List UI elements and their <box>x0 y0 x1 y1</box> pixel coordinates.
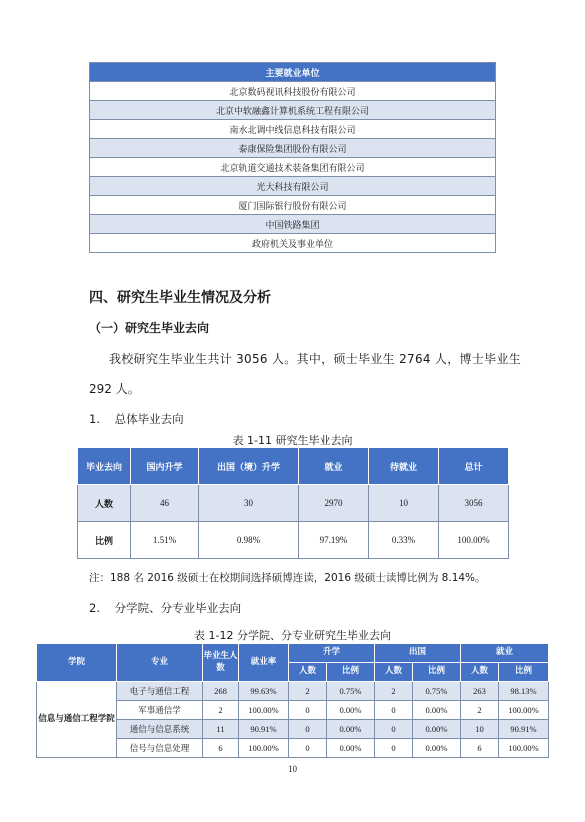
table-cell: 0.33% <box>369 522 439 559</box>
table-cell: 2 <box>289 682 327 701</box>
table-cell: 0.00% <box>413 701 461 720</box>
table-header-cell: 国内升学 <box>131 448 199 485</box>
table-cell: 10 <box>369 485 439 522</box>
subsection-heading: （一）研究生毕业去向 <box>89 321 210 335</box>
header-further-study: 升学 <box>289 644 375 663</box>
paragraph-line: 我校研究生毕业生共计 3056 人。其中，硕士毕业生 2764 人，博士毕业生 <box>109 352 522 366</box>
table-cell: 90.91% <box>499 720 549 739</box>
table-cell: 0.00% <box>327 701 375 720</box>
table-cell: 90.91% <box>239 720 289 739</box>
table-header-cell: 待就业 <box>369 448 439 485</box>
table-cell: 11 <box>203 720 239 739</box>
page-number: 10 <box>288 764 297 774</box>
header-college: 学院 <box>37 644 117 682</box>
header-ratio: 比例 <box>327 663 375 682</box>
header-count: 人数 <box>375 663 413 682</box>
table-cell: 100.00% <box>499 739 549 758</box>
table-cell: 0.00% <box>327 720 375 739</box>
major-cell: 电子与通信工程 <box>117 682 203 701</box>
table-header-cell: 出国（境）升学 <box>199 448 299 485</box>
table-cell: 98.13% <box>499 682 549 701</box>
table-cell: 0 <box>289 720 327 739</box>
table-cell: 0 <box>375 701 413 720</box>
major-cell: 军事通信学 <box>117 701 203 720</box>
section-heading: 四、研究生毕业生情况及分析 <box>89 290 271 306</box>
table-cell: 0.00% <box>327 739 375 758</box>
table-cell: 30 <box>199 485 299 522</box>
table-cell: 0 <box>375 720 413 739</box>
table-cell: 100.00% <box>239 701 289 720</box>
table-cell: 0 <box>289 739 327 758</box>
employer-row: 政府机关及事业单位 <box>90 234 496 253</box>
table-cell: 2970 <box>299 485 369 522</box>
table-header-cell: 总计 <box>439 448 509 485</box>
table-cell: 0.00% <box>413 739 461 758</box>
table-cell: 0 <box>289 701 327 720</box>
table-cell: 99.63% <box>239 682 289 701</box>
paragraph-line: 292 人。 <box>89 382 140 396</box>
table-header-cell: 就业 <box>299 448 369 485</box>
major-destination-table <box>36 643 549 758</box>
header-ratio: 比例 <box>499 663 549 682</box>
header-employment-rate: 就业率 <box>239 644 289 682</box>
table-cell: 6 <box>461 739 499 758</box>
table-cell: 2 <box>461 701 499 720</box>
employer-row: 泰康保险集团股份有限公司 <box>90 139 496 158</box>
item-heading: 2. 分学院、分专业毕业去向 <box>89 601 242 615</box>
college-cell: 信息与通信工程学院 <box>37 682 117 758</box>
employer-table-header: 主要就业单位 <box>90 63 496 82</box>
table-cell: 100.00% <box>499 701 549 720</box>
table-note: 注：188 名 2016 级硕士在校期间选择硕博连读，2016 级硕士读博比例为 8.14%。 <box>89 572 486 584</box>
table-cell: 46 <box>131 485 199 522</box>
employer-table <box>89 62 496 253</box>
table-cell: 0.75% <box>327 682 375 701</box>
header-count: 人数 <box>289 663 327 682</box>
header-ratio: 比例 <box>413 663 461 682</box>
employer-row: 光大科技有限公司 <box>90 177 496 196</box>
table-cell: 0.75% <box>413 682 461 701</box>
table-cell: 0.00% <box>413 720 461 739</box>
table-row <box>78 485 509 522</box>
employer-row: 中国铁路集团 <box>90 215 496 234</box>
graduate-destination-table <box>77 447 509 559</box>
row-header-cell: 比例 <box>78 522 131 559</box>
major-cell: 通信与信息系统 <box>117 720 203 739</box>
table-caption: 表 1-12 分学院、分专业研究生毕业去向 <box>194 629 391 642</box>
item-heading: 1. 总体毕业去向 <box>89 412 184 426</box>
employer-row: 北京轨道交通技术装备集团有限公司 <box>90 158 496 177</box>
table-caption: 表 1-11 研究生毕业去向 <box>232 434 353 447</box>
row-header-cell: 人数 <box>78 485 131 522</box>
table-cell: 97.19% <box>299 522 369 559</box>
table-header-cell: 毕业去向 <box>78 448 131 485</box>
table-cell: 6 <box>203 739 239 758</box>
table-cell: 1.51% <box>131 522 199 559</box>
employer-row: 北京中软融鑫计算机系统工程有限公司 <box>90 101 496 120</box>
table-cell: 3056 <box>439 485 509 522</box>
header-count: 人数 <box>461 663 499 682</box>
employer-row: 厦门国际银行股份有限公司 <box>90 196 496 215</box>
header-abroad: 出国 <box>375 644 461 663</box>
header-graduates: 毕业生人数 <box>203 644 239 682</box>
table-cell: 100.00% <box>239 739 289 758</box>
employer-row: 南水北调中线信息科技有限公司 <box>90 120 496 139</box>
table-cell: 100.00% <box>439 522 509 559</box>
employer-row: 北京数码视讯科技股份有限公司 <box>90 82 496 101</box>
table-cell: 2 <box>375 682 413 701</box>
table-cell: 0.98% <box>199 522 299 559</box>
header-major: 专业 <box>117 644 203 682</box>
table-cell: 0 <box>375 739 413 758</box>
table-row <box>78 522 509 559</box>
major-cell: 信号与信息处理 <box>117 739 203 758</box>
table-row <box>37 682 549 701</box>
header-employed: 就业 <box>461 644 549 663</box>
table-cell: 268 <box>203 682 239 701</box>
table-cell: 2 <box>203 701 239 720</box>
table-cell: 263 <box>461 682 499 701</box>
table-cell: 10 <box>461 720 499 739</box>
